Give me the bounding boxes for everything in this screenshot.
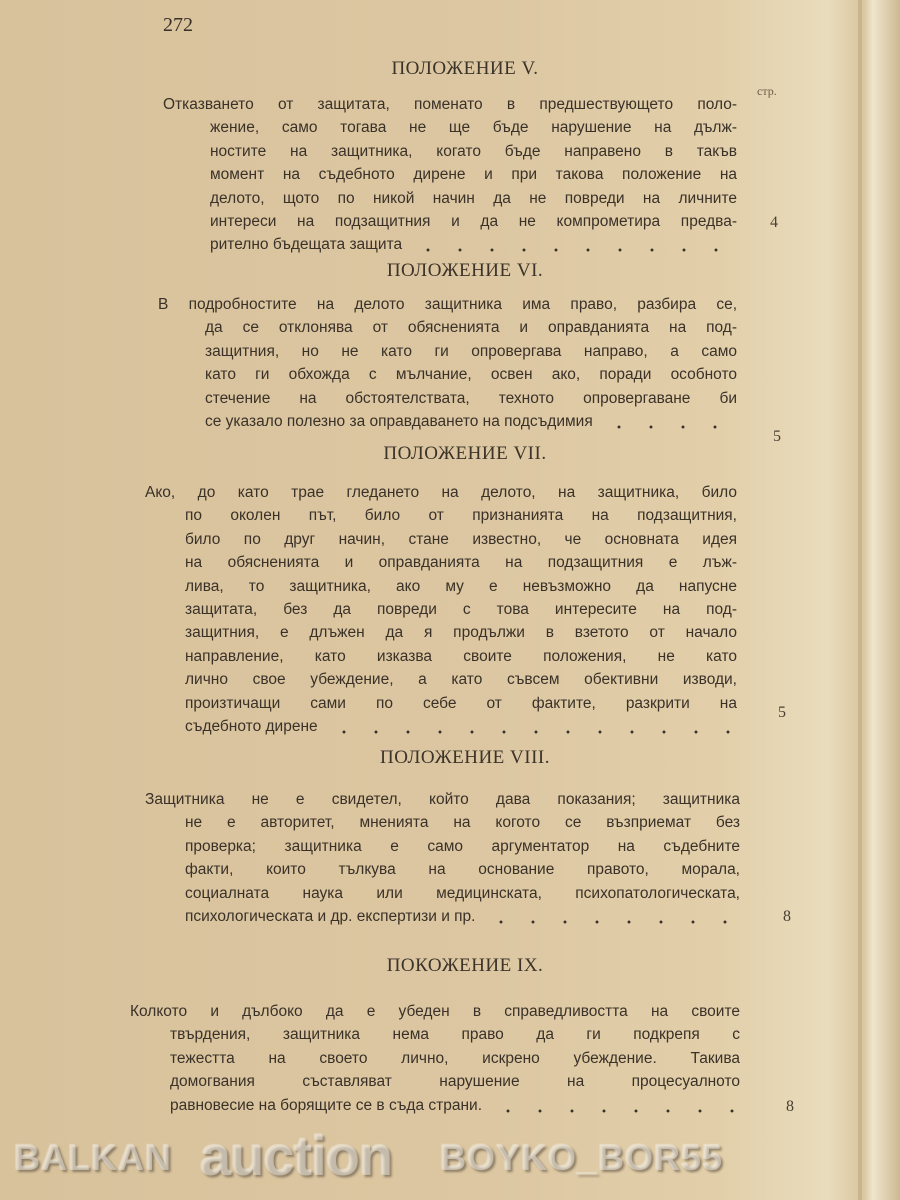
text-line: [185, 529, 737, 551]
text-line-content: на обясненията и оправданията на подзащитния е лъж-: [185, 554, 737, 572]
text-line-content: момент на съдебното дирене и при такова положение на: [210, 166, 737, 184]
text-line: [170, 1095, 740, 1117]
watermark-balkan: BALKAN: [14, 1137, 172, 1178]
text-line: [205, 317, 737, 339]
text-line-content: жение, само тогава не ще бъде нарушение на дълж-: [210, 119, 737, 137]
text-line-content: лива, то защитника, ако му е невъзможно да напусне: [185, 577, 737, 595]
text-line: [158, 294, 737, 316]
text-line: [185, 505, 737, 527]
text-line-content: съдебното дирене: [185, 718, 318, 735]
text-line-content: не е авторитет, мненията на когото се възприемат без: [185, 814, 740, 832]
text-line-content: тежестта на своето лично, искрено убеждение. Такива: [170, 1049, 740, 1067]
text-line-content: равновесие на борящите се в съда страни.: [170, 1096, 482, 1114]
text-line: [210, 188, 737, 210]
text-line: [210, 234, 737, 256]
text-line: [185, 669, 737, 691]
text-line: [210, 117, 737, 139]
text-line: [170, 1048, 740, 1070]
text-line: [145, 789, 740, 811]
watermark-user: BOYKO_BOR55: [440, 1137, 724, 1178]
text-line-content: твърдения, защитника нема право да ги подкрепя с: [170, 1026, 740, 1044]
text-line: [185, 859, 740, 881]
text-line: [210, 141, 737, 163]
text-line: [185, 622, 737, 644]
text-line: [185, 836, 740, 858]
dot-leader: [603, 411, 737, 433]
text-line-content: Защитника не е свидетел, който дава показания; защитника: [145, 791, 740, 808]
text-line: [185, 716, 737, 738]
text-line: [170, 1024, 740, 1046]
text-line: [185, 693, 737, 715]
text-line-content: защитата, без да повреди с това интересите на под-: [185, 601, 737, 618]
text-line-content: да се отклонява от обясненията и оправданията на под-: [205, 319, 737, 337]
text-line: [185, 812, 740, 834]
dot-leader: [412, 234, 737, 256]
toc-page-reference: 8: [786, 1098, 794, 1115]
text-line-content: проверка; защитника е само аргументатор на съдебните: [185, 837, 740, 855]
text-line-content: произтичащи сами по себе от фактите, разкрити на: [185, 694, 737, 712]
section-heading: ПОЛОЖЕНИЕ VIII.: [379, 747, 550, 768]
text-line-content: делото, щото по никой начин да не повреди на личните: [210, 189, 737, 207]
text-line: [185, 576, 737, 598]
watermark-auction: auction: [200, 1124, 393, 1187]
text-line: [185, 883, 740, 905]
toc-page-reference: 8: [783, 908, 791, 925]
text-line: [205, 388, 737, 410]
text-line-content: било по друг начин, стане известно, че основната идея: [185, 530, 737, 548]
text-line-content: по околен път, било от признанията на подзащитния,: [185, 507, 737, 525]
text-line-content: В подробностите на делото защитника има право, разбира се,: [158, 296, 737, 313]
text-line-content: защитния, но не като ги опровергава направо, а само: [205, 342, 737, 360]
text-line: [210, 164, 737, 186]
text-line: [205, 411, 737, 433]
text-line-content: Ако, до като трае гледането на делото, на защитника, било: [145, 484, 737, 501]
section-heading: ПОЛОЖЕНИЕ V.: [391, 58, 539, 79]
text-line-content: стечение на обстоятелствата, техното опровергаване би: [205, 389, 737, 407]
text-line-content: Колкото и дълбоко да е убеден в справедливостта на своите: [130, 1003, 740, 1020]
toc-page-reference: 5: [778, 704, 786, 721]
text-line-content: факти, които тълкува на основание правото, морала,: [185, 861, 740, 879]
section-heading: ПОЛОЖЕНИЕ VI.: [386, 260, 544, 281]
text-line-content: Отказването от защитата, поменато в предшествующето поло-: [163, 96, 737, 113]
text-line: [145, 482, 737, 504]
dot-leader: [328, 716, 737, 738]
text-line-content: защитния, е длъжен да я продължи в взетото от начало: [185, 624, 737, 642]
text-line-content: ностите на защитника, когато бъде направено в такъв: [210, 142, 737, 160]
text-line-content: като ги обхожда с мълчание, освен ако, поради особното: [205, 366, 737, 384]
text-line: [130, 1001, 740, 1023]
text-line-content: интереси на подзащитния и да не компрометира предва-: [210, 213, 737, 230]
text-line: [185, 646, 737, 668]
text-line: [210, 211, 737, 233]
text-line-content: социалната наука или медицинската, психопатологическата,: [185, 884, 740, 902]
text-line-content: рително бъдещата защита: [210, 236, 403, 254]
column-header-page: стр.: [757, 84, 777, 98]
text-line-content: домогвания съставляват нарушение на процесуалното: [170, 1073, 740, 1091]
text-line-content: се указало полезно за оправдаването на подсъдимия: [205, 413, 593, 430]
text-line: [205, 364, 737, 386]
text-line: [185, 906, 740, 928]
text-line-content: направление, като изказва своите положения, не като: [185, 647, 737, 665]
toc-page-reference: 5: [773, 428, 781, 445]
text-line: [170, 1071, 740, 1093]
section-heading: ПОЛОЖЕНИЕ VII.: [383, 443, 547, 464]
text-line: [185, 599, 737, 621]
text-line: [163, 94, 737, 116]
text-line-content: лично свое убеждение, а като съвсем обективни изводи,: [185, 671, 737, 689]
dot-leader: [492, 1095, 740, 1117]
page-number: 272: [163, 14, 193, 36]
text-line: [185, 552, 737, 574]
text-line-content: психологическата и др. експертизи и пр.: [185, 908, 476, 925]
section-heading: ПОКОЖЕНИЕ IX.: [386, 955, 544, 976]
book-page-edge: [858, 0, 862, 1200]
toc-page-reference: 4: [770, 214, 778, 231]
dot-leader: [485, 906, 740, 928]
text-line: [205, 341, 737, 363]
